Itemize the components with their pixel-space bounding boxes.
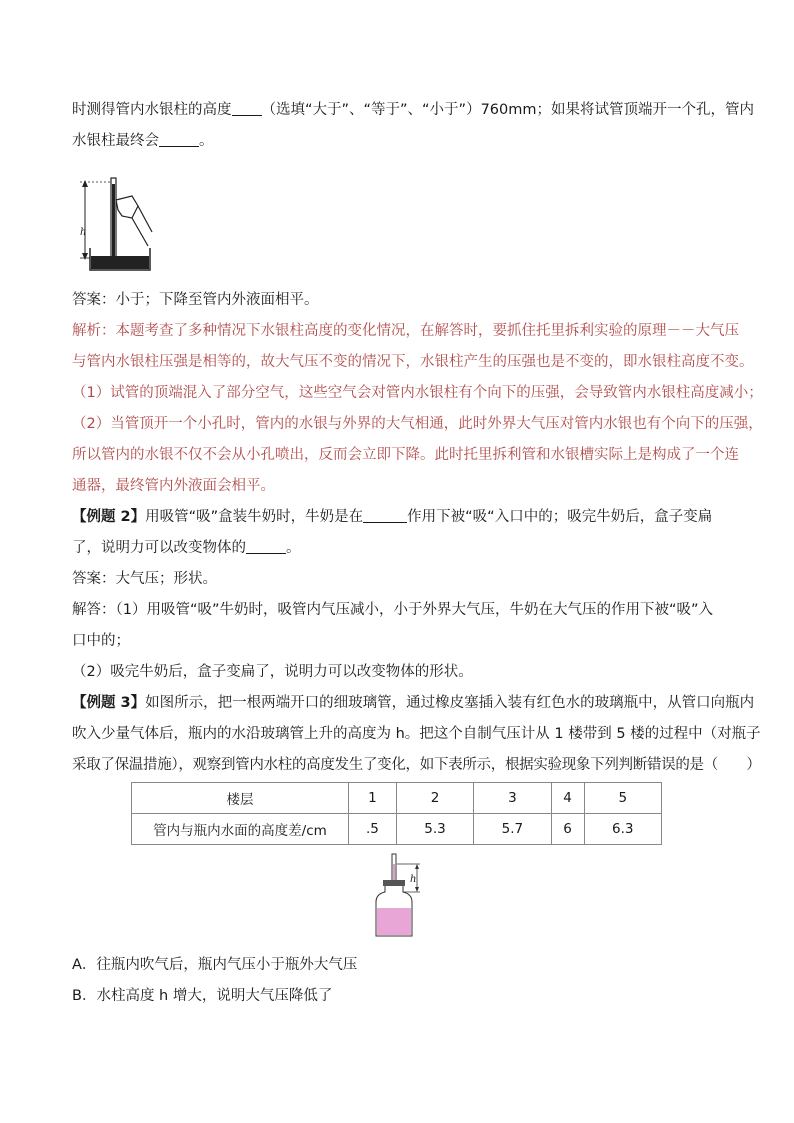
analysis-line-4: （2）当管顶开一个小孔时，管内的水银与外界的大气相通，此时外界大气压对管内水银也有个向下的压强， xyxy=(72,416,763,432)
solution-2-line-2: 口中的； xyxy=(72,633,130,649)
example-3-tag: 【例题 3】 xyxy=(72,695,146,711)
option-a: A．往瓶内吹气后，瓶内气压小于瓶外大气压 xyxy=(72,957,358,973)
example-3-line-3: 采取了保温措施），观察到管内水柱的高度发生了变化，如下表所示，根据实验现象下列判断错误的是（ ） xyxy=(72,757,761,773)
table-cell: 5.3 xyxy=(396,814,473,845)
table-cell: 2 xyxy=(396,783,473,814)
table-cell: 3 xyxy=(474,783,551,814)
text-segment: 水银柱最终会 xyxy=(72,133,159,149)
answer-1: 答案：小于；下降至管内外液面相平。 xyxy=(72,292,319,308)
example-2-line-1 xyxy=(72,507,722,527)
table-cell: 5 xyxy=(584,783,661,814)
table-cell: 6 xyxy=(551,814,584,845)
question-line-1 xyxy=(72,100,754,120)
analysis-line-6: 通器，最终管内外液面会相平。 xyxy=(72,478,275,494)
text-segment: 了，说明力可以改变物体的 xyxy=(72,540,246,556)
solution-2-line-1: 解答：（1）用吸管“吸”牛奶时，吸管内气压减小，小于外界大气压，牛奶在大气压的作用下被“吸”入 xyxy=(72,602,714,618)
example-3-line-2: 吹入少量气体后，瓶内的水沿玻璃管上升的高度为 h。把这个自制气压计从 1 楼带到 5 楼的过程中（对瓶子 xyxy=(72,726,761,742)
table-cell: 管内与瓶内水面的高度差/cm xyxy=(132,814,349,845)
text-segment: 作用下被“吸“入口中的；吸完牛奶后，盒子变扁 xyxy=(407,509,713,525)
table-cell: 5.7 xyxy=(474,814,551,845)
figure-label-h: h xyxy=(80,227,87,238)
barometer-bottle-figure xyxy=(370,852,430,940)
answer-blank xyxy=(159,132,199,147)
table-cell: 4 xyxy=(551,783,584,814)
text-segment: 。 xyxy=(286,540,301,556)
answer-blank xyxy=(363,508,407,523)
analysis-line-5: 所以管内的水银不仅不会从小孔喷出，反而会立即下降。此时托里拆利管和水银槽实际上是构成了一个连 xyxy=(72,447,739,463)
text-segment: （选填“大于”、“等于”、“小于”）760mm；如果将试管顶端开一个孔，管内 xyxy=(261,102,754,118)
analysis-line-2: 与管内水银柱压强是相等的，故大气压不变的情况下，水银柱产生的压强也是不变的，即水银柱高度不变。 xyxy=(72,354,754,370)
text-segment: 如图所示，把一根两端开口的细玻璃管，通过橡皮塞插入装有红色水的玻璃瓶中，从管口向瓶内 xyxy=(145,695,755,711)
torricelli-figure xyxy=(76,176,156,272)
answer-2: 答案：大气压；形状。 xyxy=(72,571,217,587)
solution-2-line-3: （2）吸完牛奶后，盒子变扁了，说明力可以改变物体的形状。 xyxy=(72,664,473,680)
figure-label-h: h xyxy=(410,874,417,885)
answer-blank xyxy=(246,539,286,554)
text-segment: 。 xyxy=(199,133,214,149)
table-cell: 6.3 xyxy=(584,814,661,845)
example-2-tag: 【例题 2】 xyxy=(72,509,146,525)
text-segment: 时测得管内水银柱的高度 xyxy=(72,102,232,118)
table-cell: .5 xyxy=(349,814,397,845)
analysis-line-1: 解析：本题考查了多种情况下水银柱高度的变化情况，在解答时，要抓住托里拆利实验的原理－－大气压 xyxy=(72,323,739,339)
analysis-line-3: （1）试管的顶端混入了部分空气，这些空气会对管内水银柱有个向下的压强，会导致管内水银柱高度减小； xyxy=(72,385,763,401)
height-table xyxy=(131,782,662,845)
answer-blank xyxy=(232,101,262,116)
table-cell: 楼层 xyxy=(132,783,349,814)
example-2-line-2 xyxy=(72,538,722,558)
question-line-2 xyxy=(72,131,722,151)
example-3-line-1 xyxy=(72,693,755,713)
table-row xyxy=(132,814,662,845)
table-cell: 1 xyxy=(349,783,397,814)
table-row xyxy=(132,783,662,814)
text-segment: 用吸管“吸”盒装牛奶时，牛奶是在 xyxy=(145,509,364,525)
option-b: B．水柱高度 h 增大，说明大气压降低了 xyxy=(72,988,333,1004)
